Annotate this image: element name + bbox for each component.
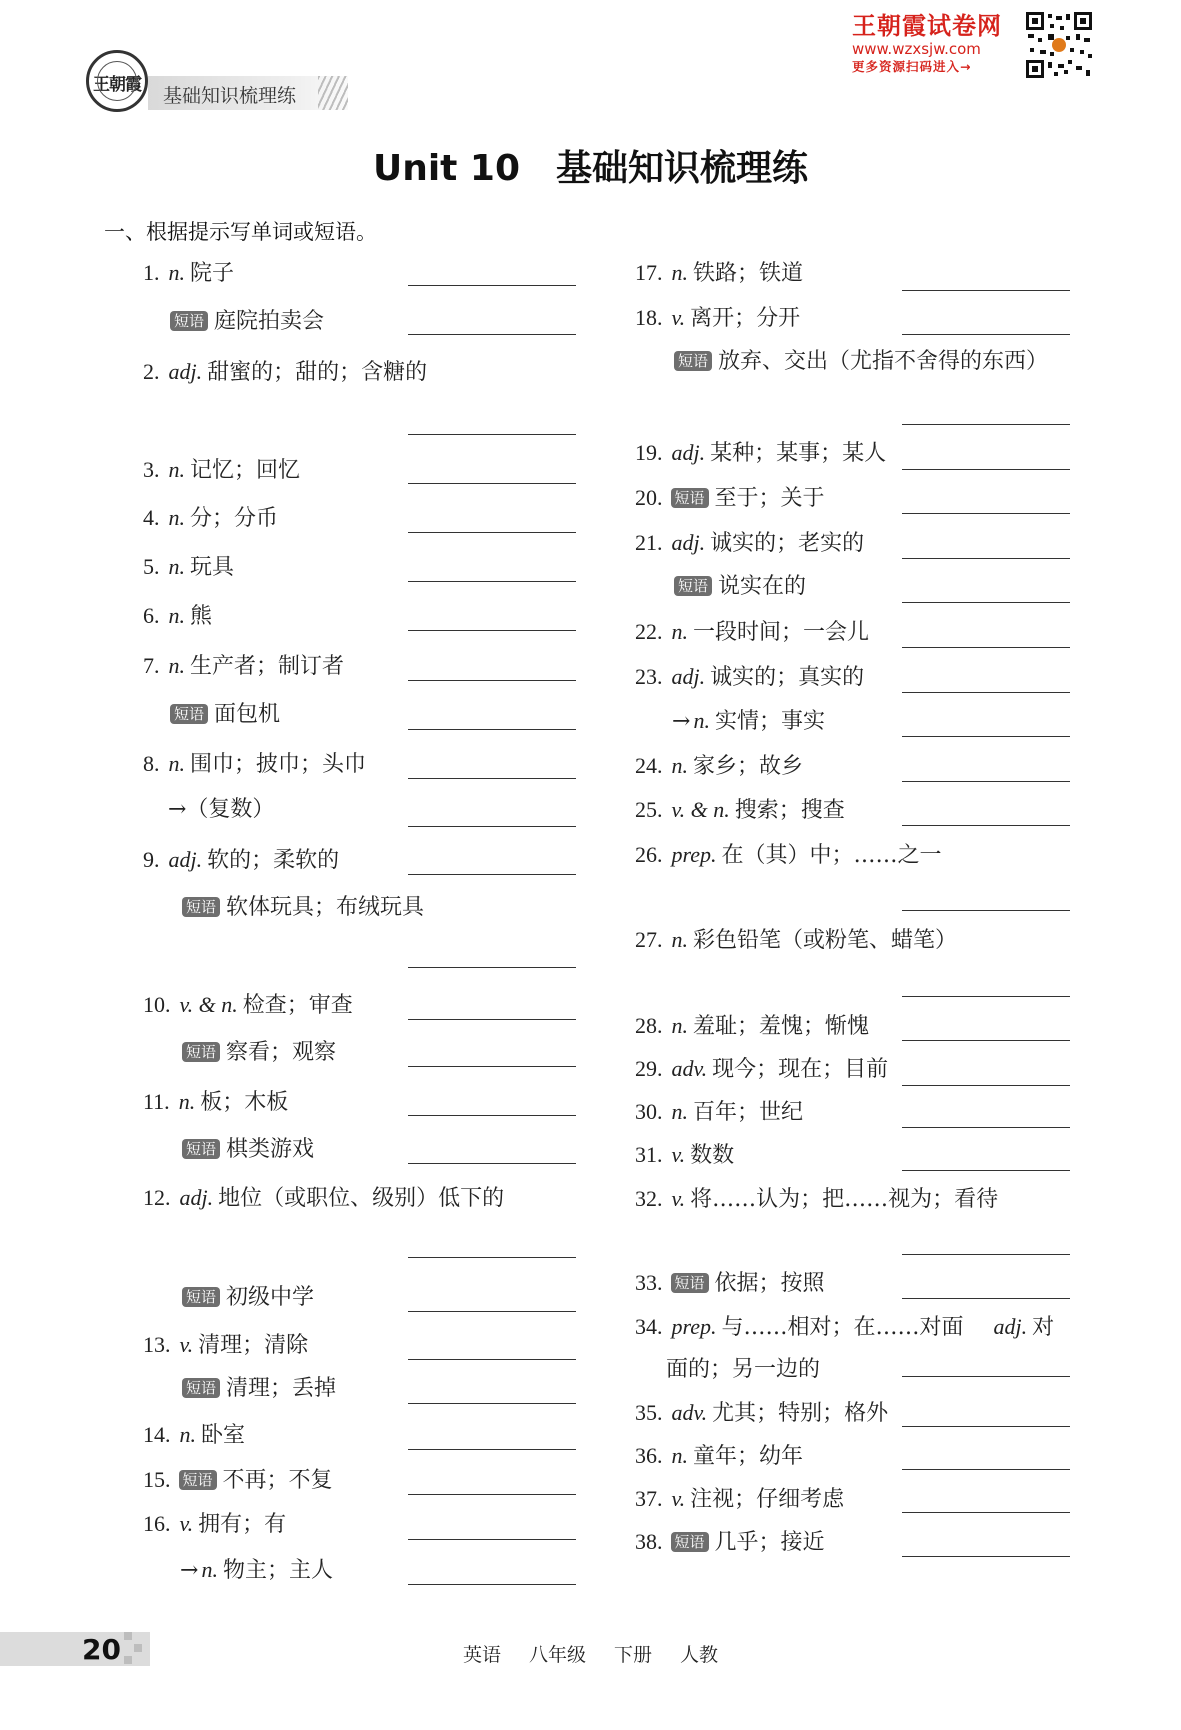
list-item	[635, 662, 864, 693]
item-number: 19.	[635, 440, 663, 465]
part-of-speech: adj.	[168, 359, 203, 384]
item-text: 放弃、交出（尤指不舍得的东西）	[718, 349, 1049, 374]
item-text: 说实在的	[718, 574, 807, 599]
phrase-tag: 短语	[674, 351, 712, 371]
phrase-tag: 短语	[674, 576, 712, 596]
answer-blank[interactable]	[902, 513, 1070, 514]
answer-blank[interactable]	[902, 996, 1070, 997]
answer-blank[interactable]	[902, 736, 1070, 737]
part-of-speech: adv.	[671, 1400, 708, 1425]
part-of-speech: adj.	[671, 664, 706, 689]
item-text: 生产者；制订者	[190, 654, 345, 679]
item-number: 32.	[635, 1186, 663, 1211]
phrase-tag: 短语	[671, 1273, 709, 1293]
part-of-speech: n.	[671, 260, 688, 285]
answer-blank[interactable]	[902, 290, 1070, 291]
list-item	[635, 1527, 825, 1558]
publisher-logo	[86, 50, 148, 112]
item-number: 22.	[635, 619, 663, 644]
answer-blank[interactable]	[902, 1376, 1070, 1377]
answer-blank[interactable]	[902, 647, 1070, 648]
item-text: 某种；某事；某人	[710, 441, 887, 466]
item-text: 与……相对；在……对面	[721, 1315, 964, 1340]
list-item	[143, 552, 234, 583]
item-number: 36.	[635, 1443, 663, 1468]
item-number: 26.	[635, 842, 663, 867]
item-text: 记忆；回忆	[190, 458, 301, 483]
part-of-speech: v.	[179, 1332, 194, 1357]
item-text: 物主；主人	[222, 1558, 333, 1583]
phrase-tag: 短语	[182, 897, 220, 917]
list-item	[635, 1441, 803, 1472]
list-item	[635, 1054, 888, 1085]
item-text: 现今；现在；目前	[712, 1057, 889, 1082]
answer-blank[interactable]	[902, 825, 1070, 826]
item-text: 铁路；铁道	[693, 261, 804, 286]
item-number: 13.	[143, 1332, 171, 1357]
item-number: 12.	[143, 1185, 171, 1210]
answer-blank[interactable]	[902, 1512, 1070, 1513]
part-of-speech: v.	[671, 1486, 686, 1511]
part-of-speech: adj.	[993, 1314, 1028, 1339]
item-text: 不再；不复	[222, 1468, 333, 1493]
answer-blank[interactable]	[408, 1311, 576, 1312]
item-text: 百年；世纪	[693, 1100, 804, 1125]
answer-blank[interactable]	[902, 1254, 1070, 1255]
item-number: 21.	[635, 530, 663, 555]
list-item	[143, 357, 427, 388]
part-of-speech: n.	[168, 653, 185, 678]
answer-blank[interactable]	[408, 680, 576, 681]
list-item	[635, 1312, 1054, 1343]
list-item	[180, 1555, 333, 1586]
answer-blank[interactable]	[408, 1359, 576, 1360]
answer-blank[interactable]	[902, 1469, 1070, 1470]
part-of-speech: v.	[671, 1142, 686, 1167]
item-text: 察看；观察	[226, 1040, 337, 1065]
list-item	[672, 347, 1048, 377]
phrase-tag: 短语	[182, 1042, 220, 1062]
item-number: 3.	[143, 457, 160, 482]
answer-blank[interactable]	[902, 602, 1070, 603]
item-text: 清理；丢掉	[226, 1376, 337, 1401]
list-item	[168, 307, 324, 337]
item-text: 童年；幼年	[693, 1444, 804, 1469]
list-item	[635, 840, 942, 871]
list-item	[143, 1509, 286, 1540]
list-item	[666, 1355, 820, 1385]
item-text: 几乎；接近	[714, 1530, 825, 1555]
item-number: 28.	[635, 1013, 663, 1038]
item-text: 初级中学	[226, 1285, 315, 1310]
item-number: 24.	[635, 753, 663, 778]
list-item	[180, 893, 424, 923]
part-of-speech: adj.	[671, 530, 706, 555]
part-of-speech: n.	[671, 753, 688, 778]
list-item	[143, 990, 353, 1021]
item-number: 23.	[635, 664, 663, 689]
list-item	[635, 438, 886, 469]
part-of-speech: adj.	[671, 440, 706, 465]
part-of-speech: n.	[671, 1099, 688, 1124]
list-item	[672, 572, 806, 602]
item-text: 对	[1032, 1315, 1055, 1340]
list-item	[672, 706, 825, 737]
part-of-speech: adj.	[179, 1185, 214, 1210]
item-number: 10.	[143, 992, 171, 1017]
banner-text: 基础知识梳理练	[163, 85, 297, 107]
item-number: 1.	[143, 260, 160, 285]
item-number: 9.	[143, 847, 160, 872]
answer-blank[interactable]	[902, 1426, 1070, 1427]
item-number: 4.	[143, 505, 160, 530]
answer-blank[interactable]	[902, 1298, 1070, 1299]
phrase-tag: 短语	[179, 1470, 217, 1490]
item-number: 7.	[143, 653, 160, 678]
item-text: 棋类游戏	[226, 1137, 315, 1162]
item-text: 诚实的；老实的	[710, 531, 865, 556]
answer-blank[interactable]	[902, 1085, 1070, 1086]
item-number: 14.	[143, 1422, 171, 1447]
item-text: 拥有；有	[198, 1512, 287, 1537]
brand-block	[852, 12, 1020, 76]
item-number: 25.	[635, 797, 663, 822]
brand-url: www.wzxsjw.com	[852, 40, 981, 58]
answer-blank[interactable]	[408, 1403, 576, 1404]
section-heading: 一、根据提示写单词或短语。	[104, 220, 377, 244]
answer-blank[interactable]	[408, 874, 576, 875]
part-of-speech: prep.	[671, 1314, 717, 1339]
item-text: 清理；清除	[198, 1333, 309, 1358]
item-number: 30.	[635, 1099, 663, 1124]
part-of-speech: n.	[168, 751, 185, 776]
item-text: →（复数）	[168, 797, 275, 822]
answer-blank[interactable]	[408, 778, 576, 779]
item-number: 38.	[635, 1529, 663, 1554]
phrase-tag: 短语	[671, 1532, 709, 1552]
item-text: 搜索；搜查	[734, 798, 845, 823]
item-text: 依据；按照	[714, 1271, 825, 1296]
part-of-speech: n.	[168, 505, 185, 530]
item-text: 注视；仔细考虑	[690, 1487, 845, 1512]
part-of-speech: n.	[671, 619, 688, 644]
answer-blank[interactable]	[902, 1170, 1070, 1171]
brand-name: 王朝霞试卷网	[852, 12, 1002, 40]
list-item	[180, 1283, 314, 1313]
item-number: 33.	[635, 1270, 663, 1295]
list-item	[168, 700, 280, 730]
list-item	[635, 751, 803, 782]
part-of-speech: prep.	[671, 842, 717, 867]
item-number: 20.	[635, 485, 663, 510]
list-item	[180, 1374, 336, 1404]
item-text: 卧室	[201, 1423, 246, 1448]
item-text: 数数	[690, 1143, 735, 1168]
item-text: 软体玩具；布绒玩具	[226, 895, 425, 920]
unit-label: Unit 10	[372, 148, 521, 189]
answer-blank[interactable]	[408, 1584, 576, 1585]
answer-blank[interactable]	[902, 424, 1070, 425]
answer-blank[interactable]	[902, 1040, 1070, 1041]
item-text: 院子	[190, 261, 235, 286]
item-number: 15.	[143, 1467, 171, 1492]
answer-blank[interactable]	[902, 558, 1070, 559]
item-text: 分；分币	[190, 506, 279, 531]
list-item	[635, 258, 803, 289]
answer-blank[interactable]	[408, 434, 576, 435]
part-of-speech: n.	[201, 1557, 218, 1582]
item-text: 熊	[190, 604, 213, 629]
part-of-speech: n.	[179, 1422, 196, 1447]
item-number: 27.	[635, 927, 663, 952]
part-of-speech: v.	[179, 1511, 194, 1536]
answer-blank[interactable]	[408, 1115, 576, 1116]
list-item	[143, 749, 366, 780]
item-text: 板；木板	[200, 1090, 289, 1115]
qr-code-icon[interactable]	[1026, 12, 1092, 78]
answer-blank[interactable]	[408, 1066, 576, 1067]
list-item	[143, 1420, 245, 1451]
part-of-speech: v. & n.	[179, 992, 238, 1017]
item-text: 尤其；特别；格外	[712, 1401, 889, 1426]
part-of-speech: v.	[671, 305, 686, 330]
answer-blank[interactable]	[902, 692, 1070, 693]
phrase-tag: 短语	[170, 704, 208, 724]
list-item	[143, 845, 339, 876]
item-text: 实情；事实	[714, 709, 825, 734]
title-subtitle: 基础知识梳理练	[556, 148, 809, 189]
answer-blank[interactable]	[902, 910, 1070, 911]
answer-blank[interactable]	[408, 483, 576, 484]
item-text: 至于；关于	[714, 486, 825, 511]
item-number: 31.	[635, 1142, 663, 1167]
part-of-speech: n.	[168, 457, 185, 482]
answer-blank[interactable]	[408, 1539, 576, 1540]
list-item	[635, 1268, 825, 1299]
item-text: 甜蜜的；甜的；含糖的	[207, 360, 428, 385]
logo-text: 王朝霞	[93, 75, 141, 95]
item-number: 5.	[143, 554, 160, 579]
list-item	[143, 601, 212, 632]
item-text: 面的；另一边的	[666, 1357, 821, 1382]
page-title	[0, 140, 1181, 191]
answer-blank[interactable]	[408, 826, 576, 827]
list-item	[635, 1398, 888, 1429]
item-number: 29.	[635, 1056, 663, 1081]
part-of-speech: n.	[168, 554, 185, 579]
part-of-speech: n.	[671, 1443, 688, 1468]
list-item	[635, 925, 957, 956]
list-item	[635, 1484, 844, 1515]
list-item	[635, 617, 869, 648]
item-text: 在（其）中；……之一	[721, 843, 942, 868]
part-of-speech: v.	[671, 1186, 686, 1211]
list-item	[635, 1097, 803, 1128]
item-text: 地位（或职位、级别）低下的	[218, 1186, 505, 1211]
item-number: 2.	[143, 359, 160, 384]
answer-blank[interactable]	[408, 967, 576, 968]
part-of-speech: adj.	[168, 847, 203, 872]
list-item	[635, 528, 864, 559]
answer-blank[interactable]	[408, 285, 576, 286]
answer-blank[interactable]	[902, 1127, 1070, 1128]
list-item	[180, 1135, 314, 1165]
item-number: 37.	[635, 1486, 663, 1511]
brand-tagline: 更多资源扫码进入→	[852, 59, 972, 74]
item-number: 6.	[143, 603, 160, 628]
phrase-tag: 短语	[170, 311, 208, 331]
list-item	[168, 795, 274, 825]
list-item	[143, 503, 278, 534]
item-text: 软的；柔软的	[207, 848, 340, 873]
part-of-speech: n.	[671, 1013, 688, 1038]
answer-blank[interactable]	[408, 334, 576, 335]
arrow-prefix: →	[180, 1558, 199, 1583]
answer-blank[interactable]	[408, 630, 576, 631]
phrase-tag: 短语	[671, 488, 709, 508]
list-item	[635, 483, 825, 514]
footer-square	[124, 1632, 132, 1640]
answer-blank[interactable]	[408, 1257, 576, 1258]
list-item	[143, 455, 300, 486]
item-text: 检查；审查	[242, 993, 353, 1018]
item-number: 18.	[635, 305, 663, 330]
phrase-tag: 短语	[182, 1139, 220, 1159]
item-text: 将……认为；把……视为；看待	[690, 1187, 999, 1212]
item-number: 16.	[143, 1511, 171, 1536]
list-item	[143, 1183, 504, 1214]
answer-blank[interactable]	[408, 581, 576, 582]
answer-blank[interactable]	[902, 334, 1070, 335]
list-item	[180, 1038, 336, 1068]
item-text: 庭院拍卖会	[214, 309, 325, 334]
answer-blank[interactable]	[408, 729, 576, 730]
item-number: 35.	[635, 1400, 663, 1425]
list-item	[143, 1330, 308, 1361]
item-text: 离开；分开	[690, 306, 801, 331]
item-text: 围巾；披巾；头巾	[190, 752, 367, 777]
answer-blank[interactable]	[408, 532, 576, 533]
banner-stripes	[318, 76, 348, 110]
list-item	[635, 303, 800, 334]
part-of-speech: v. & n.	[671, 797, 730, 822]
item-text: 面包机	[214, 702, 281, 727]
answer-blank[interactable]	[902, 469, 1070, 470]
part-of-speech: adv.	[671, 1056, 708, 1081]
list-item	[143, 1087, 288, 1118]
answer-blank[interactable]	[408, 1019, 576, 1020]
part-of-speech: n.	[693, 708, 710, 733]
item-text: 诚实的；真实的	[710, 665, 865, 690]
phrase-tag: 短语	[182, 1287, 220, 1307]
list-item	[143, 1465, 333, 1496]
list-item	[635, 795, 845, 826]
answer-blank[interactable]	[902, 781, 1070, 782]
phrase-tag: 短语	[182, 1378, 220, 1398]
arrow-prefix: →	[672, 709, 691, 734]
list-item	[143, 651, 344, 682]
list-item	[143, 258, 234, 289]
answer-blank[interactable]	[408, 1494, 576, 1495]
item-number: 8.	[143, 751, 160, 776]
answer-blank[interactable]	[408, 1163, 576, 1164]
item-text: 彩色铅笔（或粉笔、蜡笔）	[693, 928, 958, 953]
item-text: 家乡；故乡	[693, 754, 804, 779]
item-number: 17.	[635, 260, 663, 285]
list-item	[635, 1011, 869, 1042]
list-item	[635, 1140, 734, 1171]
part-of-speech: n.	[168, 260, 185, 285]
answer-blank[interactable]	[902, 1556, 1070, 1557]
part-of-speech: n.	[168, 603, 185, 628]
item-text: 羞耻；羞愧；惭愧	[693, 1014, 870, 1039]
footer-text: 英语 八年级 下册 人教	[462, 1644, 719, 1666]
part-of-speech: n.	[178, 1089, 196, 1114]
item-number: 34.	[635, 1314, 663, 1339]
item-text: 一段时间；一会儿	[693, 620, 870, 645]
item-number: 11.	[143, 1089, 170, 1114]
answer-blank[interactable]	[408, 1449, 576, 1450]
list-item	[635, 1184, 998, 1215]
page-number: 20	[82, 1633, 121, 1666]
part-of-speech: n.	[671, 927, 688, 952]
item-text: 玩具	[190, 555, 235, 580]
